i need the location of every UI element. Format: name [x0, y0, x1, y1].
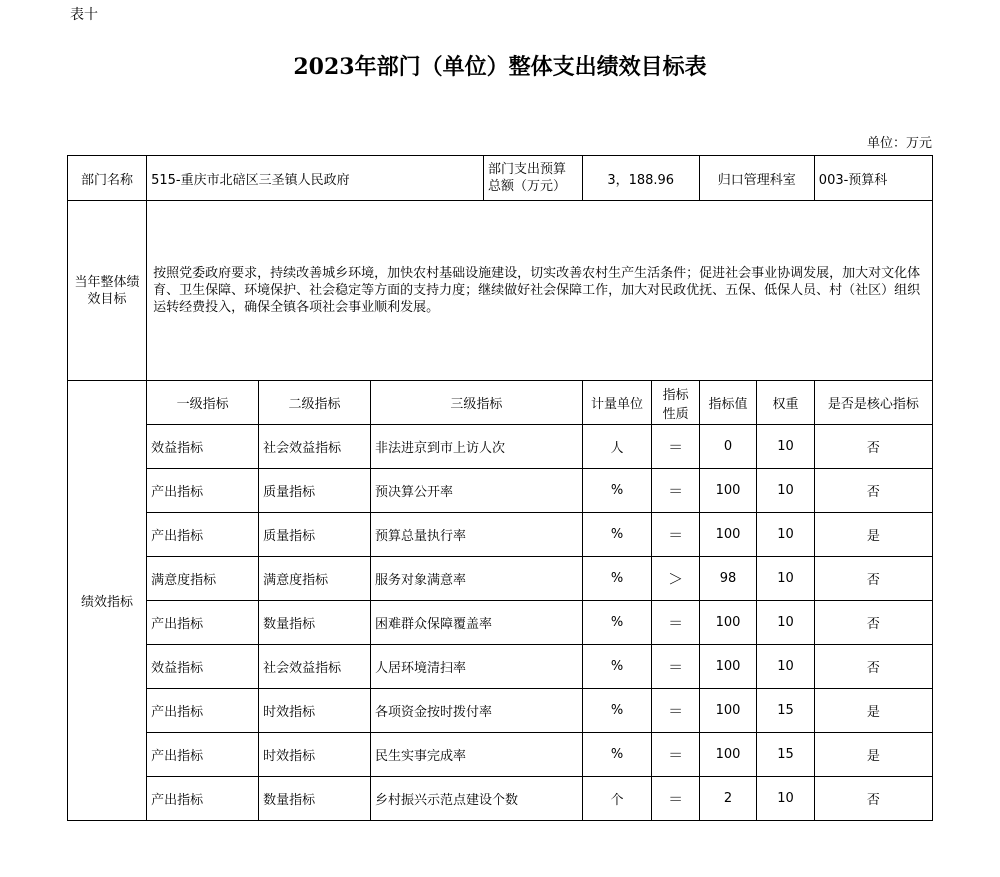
table-row	[68, 513, 933, 557]
core-cell: 否	[814, 777, 932, 821]
core-cell: 是	[814, 513, 932, 557]
level1-cell: 效益指标	[147, 425, 259, 469]
table-row	[68, 733, 933, 777]
level1-cell: 产出指标	[147, 513, 259, 557]
value-cell: 100	[699, 469, 757, 513]
value-cell: 0	[699, 425, 757, 469]
level3-cell: 民生实事完成率	[371, 733, 583, 777]
core-cell: 否	[814, 425, 932, 469]
nature-cell: ＝	[652, 425, 699, 469]
level3-cell: 人居环境清扫率	[371, 645, 583, 689]
nature-cell: ＝	[652, 733, 699, 777]
level1-cell: 产出指标	[147, 733, 259, 777]
level3-cell: 预算总量执行率	[371, 513, 583, 557]
weight-cell: 10	[757, 601, 815, 645]
nature-cell: ＝	[652, 689, 699, 733]
level3-cell: 乡村振兴示范点建设个数	[371, 777, 583, 821]
table-row	[68, 689, 933, 733]
budget-label: 部门支出预算总额（万元）	[484, 156, 583, 201]
unit-cell: %	[582, 513, 652, 557]
table-row	[68, 645, 933, 689]
level1-cell: 产出指标	[147, 469, 259, 513]
column-header: 是否是核心指标	[814, 381, 932, 425]
weight-cell: 10	[757, 557, 815, 601]
core-cell: 否	[814, 601, 932, 645]
value-cell: 100	[699, 645, 757, 689]
level1-cell: 产出指标	[147, 601, 259, 645]
unit-cell: %	[582, 733, 652, 777]
level2-cell: 数量指标	[259, 601, 371, 645]
goal-text: 按照党委政府要求，持续改善城乡环境，加快农村基础设施建设，切实改善农村生产生活条件；促进社会事业协调发展，加大对文化体育、卫生保障、环境保护、社会稳定等方面的支持力度；继续做好社会保障工作，加大对民政优抚、五保、低保人员、村（社区）组织运转经费投入，确保全镇各项社会事业顺利发展。	[147, 201, 933, 381]
level3-cell: 困难群众保障覆盖率	[371, 601, 583, 645]
level3-cell: 各项资金按时拨付率	[371, 689, 583, 733]
page-title: 2023年部门（单位）整体支出绩效目标表	[293, 54, 707, 80]
nature-cell: ＝	[652, 645, 699, 689]
unit-cell: 人	[582, 425, 652, 469]
table-number-label: 表十	[70, 7, 98, 23]
core-cell: 否	[814, 557, 932, 601]
level2-cell: 质量指标	[259, 469, 371, 513]
weight-cell: 10	[757, 425, 815, 469]
value-cell: 100	[699, 513, 757, 557]
level2-cell: 满意度指标	[259, 557, 371, 601]
level2-cell: 质量指标	[259, 513, 371, 557]
level2-cell: 社会效益指标	[259, 425, 371, 469]
unit-cell: 个	[582, 777, 652, 821]
unit-cell: %	[582, 469, 652, 513]
unit-cell: %	[582, 557, 652, 601]
column-header: 三级指标	[371, 381, 583, 425]
level1-cell: 效益指标	[147, 645, 259, 689]
unit-cell: %	[582, 645, 652, 689]
column-header: 计量单位	[582, 381, 652, 425]
column-header: 指标性质	[652, 381, 699, 425]
nature-cell: ＝	[652, 469, 699, 513]
core-cell: 否	[814, 645, 932, 689]
table-row	[68, 777, 933, 821]
weight-cell: 10	[757, 777, 815, 821]
value-cell: 2	[699, 777, 757, 821]
value-cell: 100	[699, 601, 757, 645]
level1-cell: 产出指标	[147, 689, 259, 733]
level1-cell: 产出指标	[147, 777, 259, 821]
column-header: 一级指标	[147, 381, 259, 425]
weight-cell: 10	[757, 645, 815, 689]
level2-cell: 时效指标	[259, 689, 371, 733]
nature-cell: ＝	[652, 601, 699, 645]
budget-value: 3，188.96	[582, 156, 699, 201]
level3-cell: 服务对象满意率	[371, 557, 583, 601]
unit-cell: %	[582, 601, 652, 645]
level3-cell: 非法进京到市上访人次	[371, 425, 583, 469]
column-header: 指标值	[699, 381, 757, 425]
weight-cell: 15	[757, 689, 815, 733]
column-header: 权重	[757, 381, 815, 425]
table-row	[68, 425, 933, 469]
level3-cell: 预决算公开率	[371, 469, 583, 513]
indicator-header-row	[68, 381, 933, 425]
core-cell: 是	[814, 733, 932, 777]
level2-cell: 时效指标	[259, 733, 371, 777]
table-row	[68, 601, 933, 645]
office-label: 归口管理科室	[699, 156, 814, 201]
table-row	[68, 557, 933, 601]
nature-cell: ＞	[652, 557, 699, 601]
level1-cell: 满意度指标	[147, 557, 259, 601]
value-cell: 98	[699, 557, 757, 601]
core-cell: 是	[814, 689, 932, 733]
value-cell: 100	[699, 689, 757, 733]
level2-cell: 社会效益指标	[259, 645, 371, 689]
level2-cell: 数量指标	[259, 777, 371, 821]
weight-cell: 10	[757, 469, 815, 513]
table-row	[68, 469, 933, 513]
office-value: 003-预算科	[814, 156, 932, 201]
weight-cell: 15	[757, 733, 815, 777]
nature-cell: ＝	[652, 513, 699, 557]
goal-label: 当年整体绩效目标	[68, 201, 147, 381]
unit-label: 单位：万元	[866, 136, 932, 151]
weight-cell: 10	[757, 513, 815, 557]
performance-target-table	[67, 155, 933, 821]
column-header: 二级指标	[259, 381, 371, 425]
core-cell: 否	[814, 469, 932, 513]
dept-name-label: 部门名称	[68, 156, 147, 201]
value-cell: 100	[699, 733, 757, 777]
unit-cell: %	[582, 689, 652, 733]
goal-row	[68, 201, 933, 381]
nature-cell: ＝	[652, 777, 699, 821]
indicator-section-label: 绩效指标	[68, 381, 147, 821]
dept-name-value: 515-重庆市北碚区三圣镇人民政府	[147, 156, 484, 201]
